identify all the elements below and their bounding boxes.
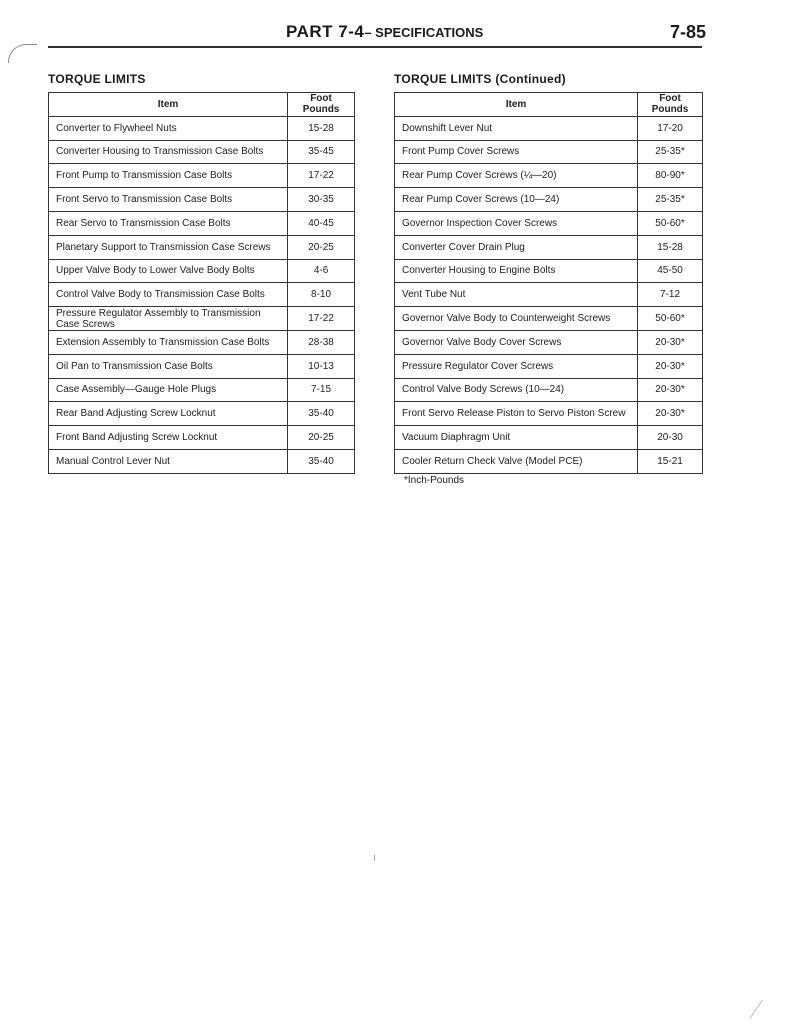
item-cell: Governor Valve Body to Counterweight Screws — [395, 307, 638, 331]
value-cell: 50-60* — [638, 307, 703, 331]
value-cell: 20-25 — [288, 426, 355, 450]
table-row — [395, 188, 703, 212]
left-section-title: TORQUE LIMITS — [48, 72, 146, 86]
footnote: *Inch-Pounds — [404, 475, 465, 486]
value-cell: 25-35* — [638, 188, 703, 212]
value-cell: 15-28 — [288, 116, 355, 140]
item-cell: Front Servo Release Piston to Servo Piston Screw — [395, 402, 638, 426]
value-cell: 17-20 — [638, 116, 703, 140]
table-row — [49, 188, 355, 212]
value-cell: 80-90* — [638, 164, 703, 188]
value-cell: 20-30* — [638, 354, 703, 378]
item-cell: Rear Pump Cover Screws (¼—20) — [395, 164, 638, 188]
item-cell: Governor Inspection Cover Screws — [395, 211, 638, 235]
table-row — [395, 426, 703, 450]
item-cell: Front Pump to Transmission Case Bolts — [49, 164, 288, 188]
item-cell: Cooler Return Check Valve (Model PCE) — [395, 449, 638, 473]
item-cell: Vacuum Diaphragm Unit — [395, 426, 638, 450]
value-cell: 50-60* — [638, 211, 703, 235]
table-row — [49, 235, 355, 259]
value-cell: 35-40 — [288, 449, 355, 473]
item-cell: Converter to Flywheel Nuts — [49, 116, 288, 140]
item-cell: Planetary Support to Transmission Case Screws — [49, 235, 288, 259]
value-cell: 25-35* — [638, 140, 703, 164]
value-cell: 30-35 — [288, 188, 355, 212]
item-cell: Case Assembly—Gauge Hole Plugs — [49, 378, 288, 402]
item-cell: Pressure Regulator Assembly to Transmission Case Screws — [49, 307, 288, 331]
table-row — [395, 116, 703, 140]
table-row — [395, 235, 703, 259]
table-row — [49, 307, 355, 331]
value-cell: 8-10 — [288, 283, 355, 307]
table-row — [395, 307, 703, 331]
table-row — [49, 426, 355, 450]
table-row — [49, 140, 355, 164]
value-cell: 45-50 — [638, 259, 703, 283]
part-label: PART 7-4 — [286, 22, 365, 41]
item-cell: Converter Housing to Engine Bolts — [395, 259, 638, 283]
item-cell: Rear Pump Cover Screws (10—24) — [395, 188, 638, 212]
value-cell: 20-30* — [638, 402, 703, 426]
table-row — [395, 378, 703, 402]
table-row — [49, 402, 355, 426]
item-cell: Front Pump Cover Screws — [395, 140, 638, 164]
item-cell: Extension Assembly to Transmission Case Bolts — [49, 330, 288, 354]
value-cell: 7-12 — [638, 283, 703, 307]
item-cell: Control Valve Body Screws (10—24) — [395, 378, 638, 402]
value-cell: 7-15 — [288, 378, 355, 402]
value-cell: 15-21 — [638, 449, 703, 473]
column-header-item: Item — [49, 93, 288, 117]
part-subtitle: – SPECIFICATIONS — [364, 25, 484, 40]
table-row — [395, 164, 703, 188]
value-cell: 20-30* — [638, 330, 703, 354]
scan-mark — [374, 855, 375, 861]
item-cell: Rear Servo to Transmission Case Bolts — [49, 211, 288, 235]
table-row — [395, 354, 703, 378]
header-rule — [48, 46, 702, 48]
table-row — [49, 259, 355, 283]
table-header-row — [395, 93, 703, 117]
column-header-value: Foot Pounds — [638, 93, 703, 117]
page-number: 7-85 — [670, 22, 707, 42]
table-row — [49, 211, 355, 235]
item-cell: Downshift Lever Nut — [395, 116, 638, 140]
page-corner-mark — [8, 44, 37, 63]
table-row — [49, 378, 355, 402]
item-cell: Governor Valve Body Cover Screws — [395, 330, 638, 354]
item-cell: Pressure Regulator Cover Screws — [395, 354, 638, 378]
table-row — [395, 259, 703, 283]
table-row — [49, 354, 355, 378]
value-cell: 35-45 — [288, 140, 355, 164]
left-torque-table — [48, 92, 355, 474]
table-row — [395, 449, 703, 473]
value-cell: 20-25 — [288, 235, 355, 259]
item-cell: Vent Tube Nut — [395, 283, 638, 307]
value-cell: 15-28 — [638, 235, 703, 259]
item-cell: Converter Cover Drain Plug — [395, 235, 638, 259]
value-cell: 40-45 — [288, 211, 355, 235]
value-cell: 17-22 — [288, 164, 355, 188]
table-row — [49, 449, 355, 473]
item-cell: Oil Pan to Transmission Case Bolts — [49, 354, 288, 378]
item-cell: Manual Control Lever Nut — [49, 449, 288, 473]
column-header-value: Foot Pounds — [288, 93, 355, 117]
item-cell: Front Band Adjusting Screw Locknut — [49, 426, 288, 450]
table-row — [395, 140, 703, 164]
right-torque-table — [394, 92, 703, 474]
table-row — [395, 211, 703, 235]
item-cell: Rear Band Adjusting Screw Locknut — [49, 402, 288, 426]
table-row — [395, 283, 703, 307]
table-row — [395, 330, 703, 354]
table-row — [49, 283, 355, 307]
value-cell: 20-30 — [638, 426, 703, 450]
value-cell: 4-6 — [288, 259, 355, 283]
item-cell: Upper Valve Body to Lower Valve Body Bolts — [49, 259, 288, 283]
item-cell: Converter Housing to Transmission Case Bolts — [49, 140, 288, 164]
value-cell: 20-30* — [638, 378, 703, 402]
scan-edge-line — [749, 1000, 762, 1019]
value-cell: 10-13 — [288, 354, 355, 378]
value-cell: 17-22 — [288, 307, 355, 331]
page-header — [286, 22, 483, 42]
column-header-item: Item — [395, 93, 638, 117]
item-cell: Control Valve Body to Transmission Case Bolts — [49, 283, 288, 307]
value-cell: 28-38 — [288, 330, 355, 354]
table-row — [395, 402, 703, 426]
right-section-title: TORQUE LIMITS (Continued) — [394, 72, 566, 86]
value-cell: 35-40 — [288, 402, 355, 426]
item-cell: Front Servo to Transmission Case Bolts — [49, 188, 288, 212]
table-row — [49, 116, 355, 140]
table-header-row — [49, 93, 355, 117]
table-row — [49, 330, 355, 354]
table-row — [49, 164, 355, 188]
